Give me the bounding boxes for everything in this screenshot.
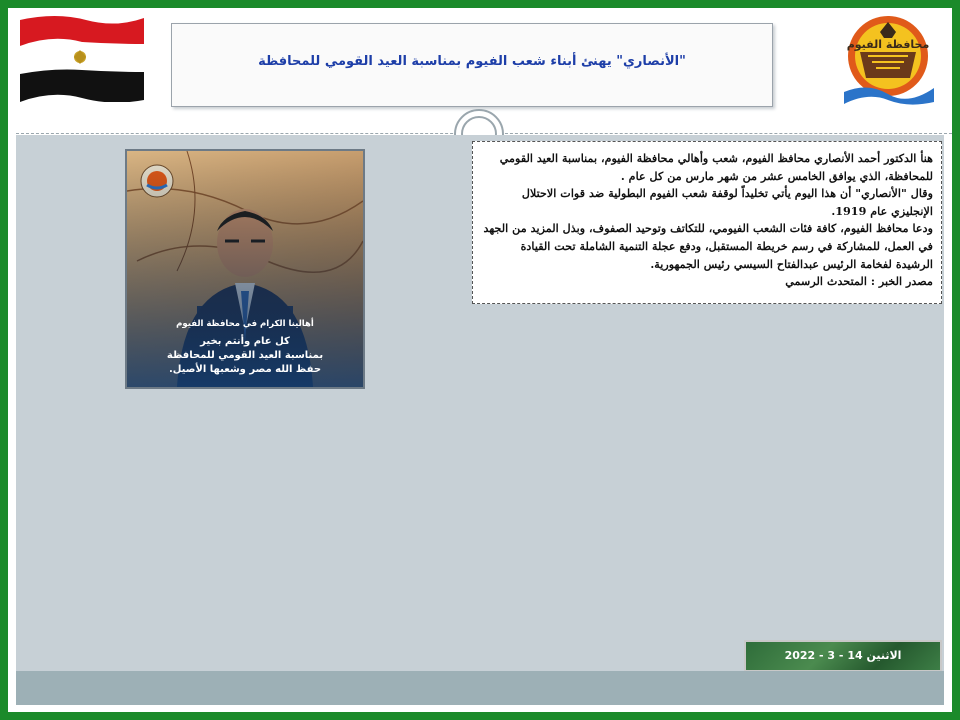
article-paragraph: وقال "الأنصاري" أن هذا اليوم يأتي تخليداً لوقفة شعب الفيوم البطولية ضد قوات الاحتلال الإنجليزي عام 1919. [521,186,933,218]
svg-text:محافظة الفيوم: محافظة الفيوم [846,38,930,51]
article-text-box [472,141,942,304]
photo-caption-line2: كل عام وأنتم بخير [200,336,290,347]
article-source: مصدر الخبر : المتحدث الرسمي [785,274,933,289]
page-frame [8,8,952,712]
fayoum-governorate-logo-icon [838,12,938,108]
photo-caption-line4: حفظ الله مصر وشعبها الأصيل. [168,364,322,375]
title-box [171,23,773,107]
egypt-flag-icon [16,10,146,102]
photo-caption-line3: بمناسبة العيد القومي للمحافظة [166,350,324,361]
photo-caption-line1: أهالينا الكرام في محافظة الفيوم [176,319,314,329]
photo-caption [127,319,363,377]
date-badge [744,640,942,672]
article-paragraph: هنأ الدكتور أحمد الأنصاري محافظ الفيوم، شعب وأهالي محافظة الفيوم، بمناسبة العيد القومي للمحافظة، الذي يوافق الخامس عشر من شهر مارس من كل عام . [499,151,933,183]
bottom-bar [16,671,944,705]
governor-photo [125,149,365,389]
page-title: "الأنصاري" يهنئ أبناء شعب الفيوم بمناسبة العيد القومي للمحافظة [258,54,686,69]
article-paragraph: ودعا محافظ الفيوم، كافة فئات الشعب الفيومي، للتكاتف وتوحيد الصفوف، وبذل المزيد من الجهد في العمل، للمشاركة في رسم خريطة المستقبل، ودفع عجلة التنمية الشاملة تحت القيادة الرشيدة لفخامة الرئيس عبدالفتاح السيسي رئيس الجمهورية. [483,221,933,271]
date-text: الاثنين 14 - 3 - 2022 [784,649,902,662]
